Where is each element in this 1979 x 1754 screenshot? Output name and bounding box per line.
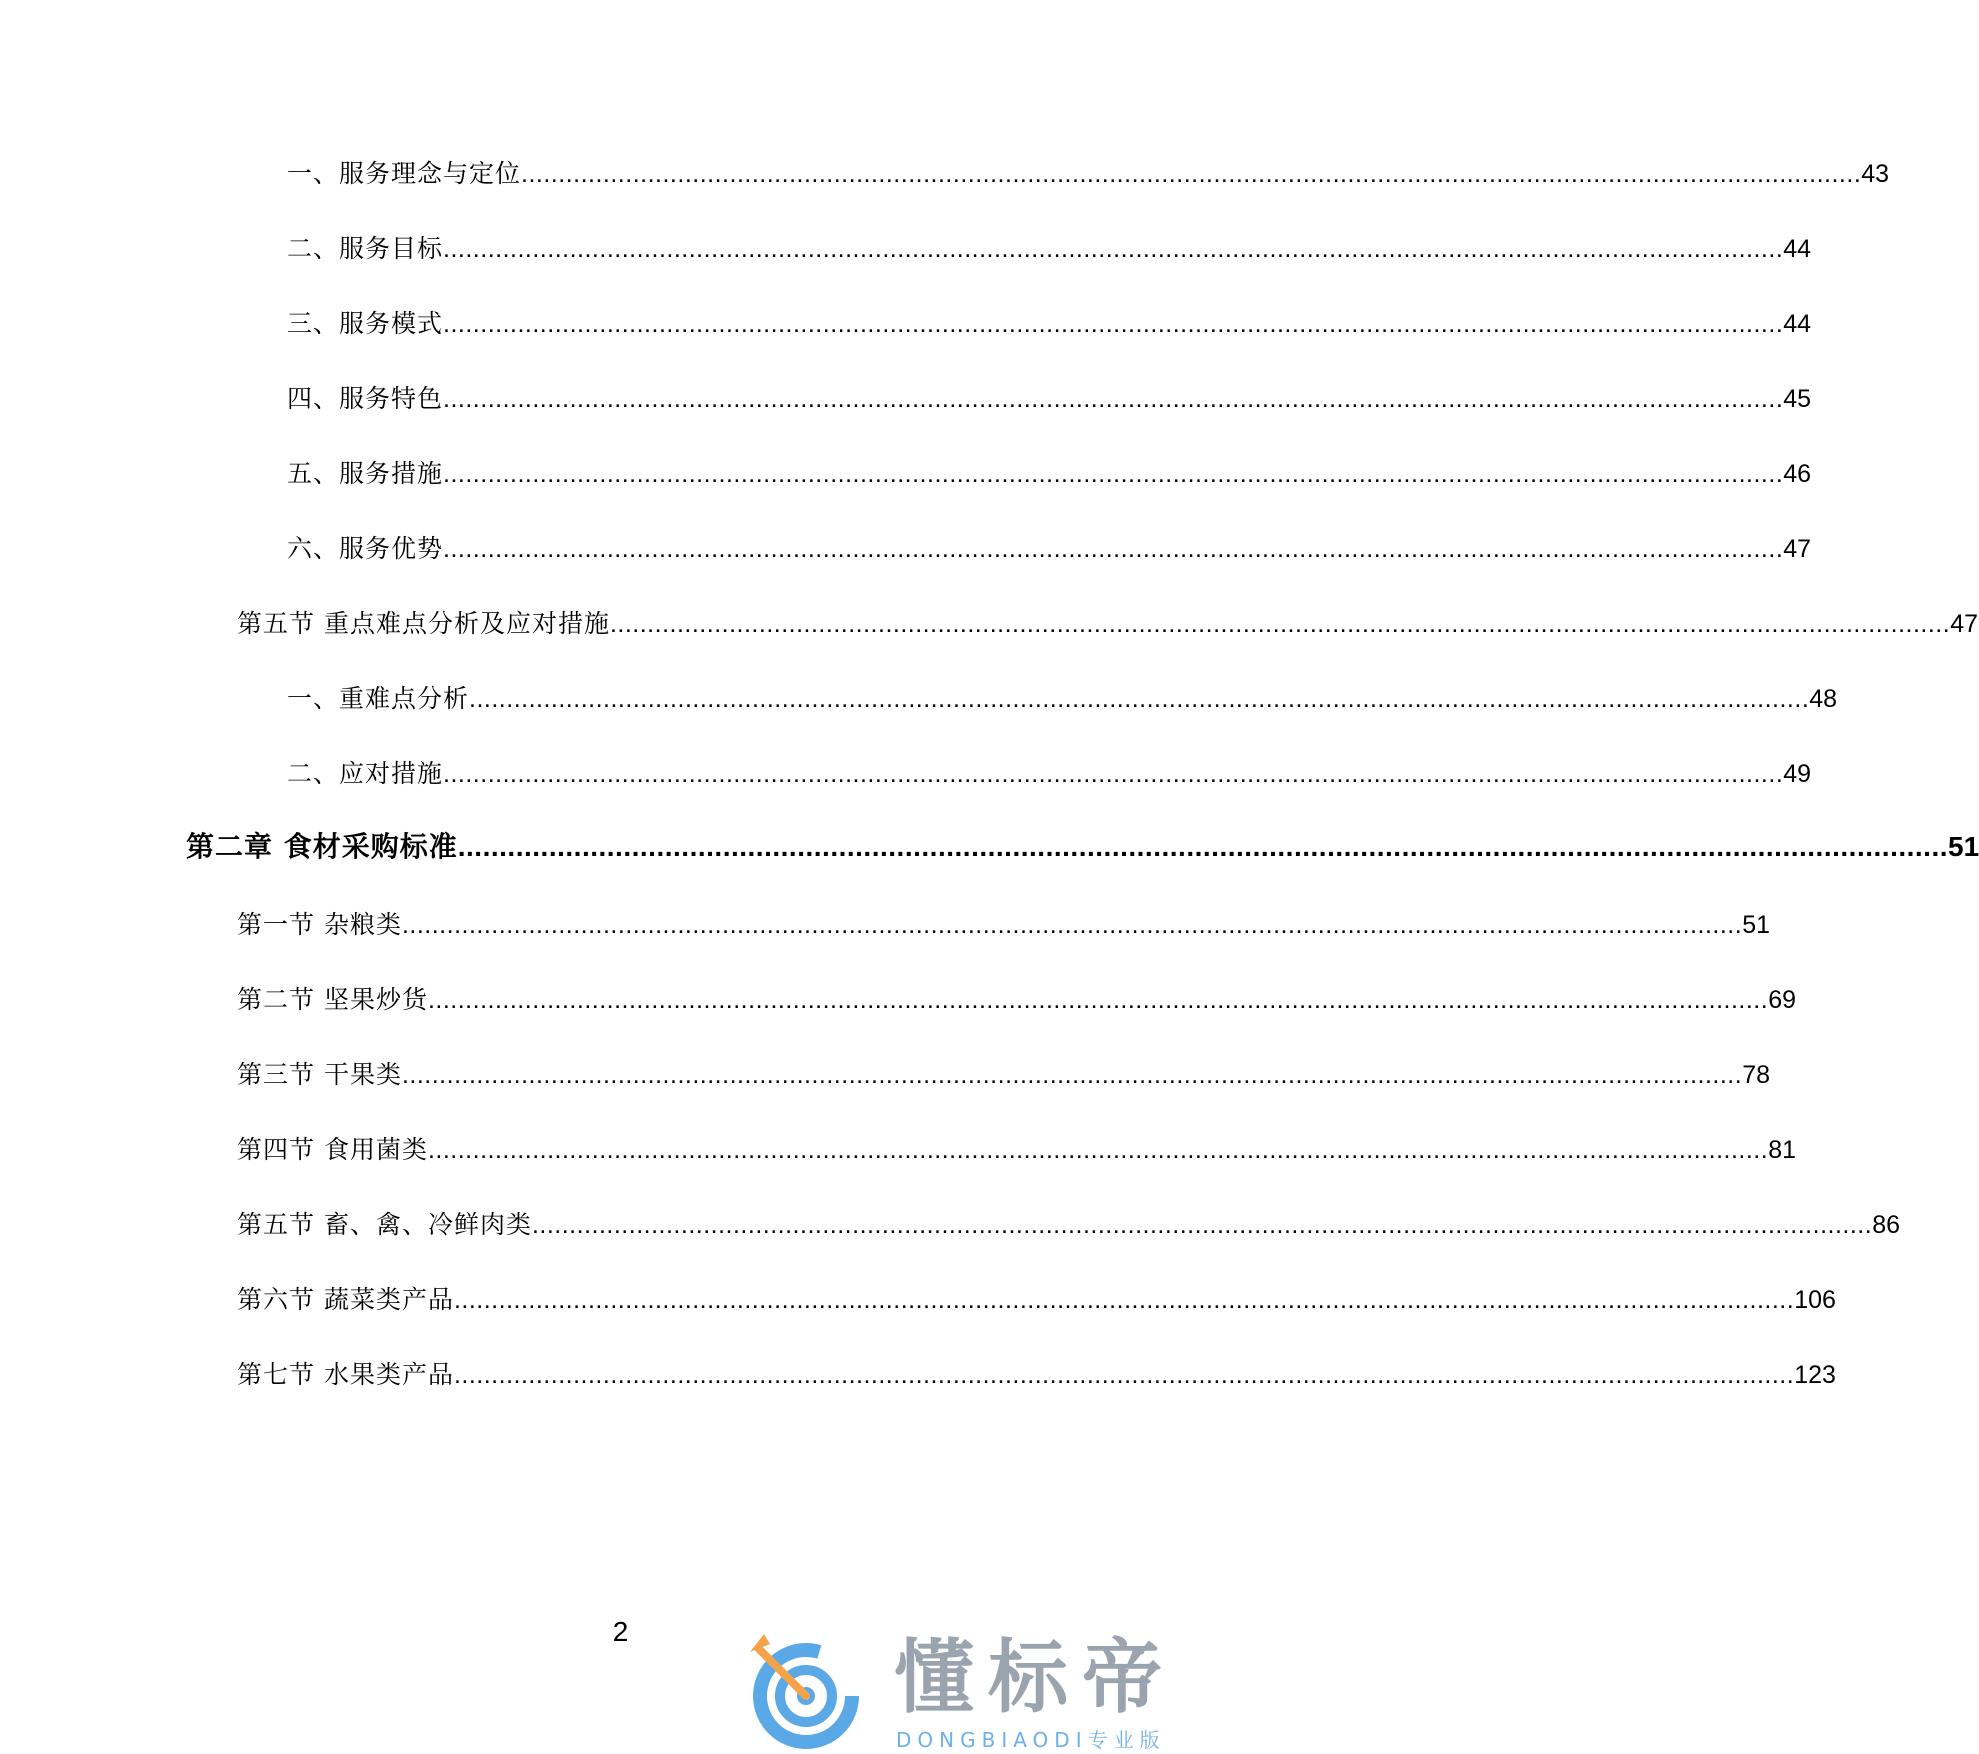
- toc-entry-page: 45: [1783, 385, 1812, 413]
- toc-entry-page: 81: [1768, 1136, 1797, 1164]
- toc-entry-page: 86: [1872, 1211, 1901, 1239]
- toc-dot-leader: ....................................................................................................................................................................................: [443, 385, 1784, 413]
- toc-entry-page: 78: [1742, 1061, 1771, 1089]
- toc-entry-title: 第五节 重点难点分析及应对措施: [237, 609, 610, 638]
- toc-entry[interactable]: [237, 984, 1797, 1016]
- toc-entry-title: 二、服务目标: [287, 234, 444, 263]
- toc-entry-page: 123: [1794, 1361, 1836, 1389]
- toc-dot-leader: ....................................................................................................................................................................................: [427, 986, 1769, 1014]
- toc-entry[interactable]: [237, 1359, 1836, 1391]
- toc-entry[interactable]: [237, 1284, 1836, 1316]
- toc-entry-title: 第七节 水果类产品: [237, 1360, 454, 1389]
- toc-entry-title: 四、服务特色: [287, 384, 444, 413]
- toc-entry-title: 第二节 坚果炒货: [237, 985, 428, 1014]
- toc-entry-page: 49: [1783, 760, 1812, 788]
- toc-dot-leader: ....................................................................................................................................................................................: [443, 235, 1784, 263]
- watermark: [744, 1630, 1224, 1750]
- toc-entry[interactable]: [237, 608, 1979, 640]
- toc-entry-page: 51: [1742, 911, 1771, 939]
- toc-entry-title: 第五节 畜、禽、冷鲜肉类: [237, 1210, 532, 1239]
- toc-dot-leader: ....................................................................................................................................................................................: [443, 310, 1784, 338]
- toc-dot-leader: ....................................................................................................................................................................................: [521, 160, 1862, 188]
- toc-entry[interactable]: [237, 909, 1771, 941]
- toc-entry[interactable]: [287, 533, 1812, 565]
- toc-entry-page: 44: [1783, 310, 1812, 338]
- toc-entry-page: 44: [1783, 235, 1812, 263]
- watermark-brand: 懂标帝: [894, 1631, 1176, 1724]
- toc-entry-title: 五、服务措施: [287, 459, 444, 488]
- toc-entry[interactable]: [287, 308, 1812, 340]
- toc-entry-title: 一、服务理念与定位: [287, 159, 522, 188]
- toc-entry-title: 三、服务模式: [287, 309, 444, 338]
- toc-entry-title: 第六节 蔬菜类产品: [237, 1285, 454, 1314]
- toc-dot-leader: ....................................................................................................................................................................................: [401, 911, 1743, 939]
- toc-entry[interactable]: [287, 383, 1812, 415]
- toc-entry[interactable]: [237, 1134, 1797, 1166]
- toc-dot-leader: ....................................................................................................................................................................................: [427, 1136, 1769, 1164]
- toc-entry-title: 六、服务优势: [287, 534, 444, 563]
- toc-chapter-entry[interactable]: [186, 830, 1979, 863]
- toc-entry[interactable]: [287, 158, 1890, 190]
- toc-entry-title: 第二章 食材采购标准: [186, 830, 458, 863]
- toc-dot-leader: ....................................................................................................................................................................................: [443, 760, 1784, 788]
- toc-entry[interactable]: [287, 233, 1812, 265]
- toc-entry-page: 106: [1794, 1286, 1836, 1314]
- toc-entry[interactable]: [287, 758, 1812, 790]
- toc-dot-leader: ....................................................................................................................................................................................: [457, 831, 1949, 862]
- toc-dot-leader: ....................................................................................................................................................................................: [469, 685, 1810, 713]
- toc-entry-title: 二、应对措施: [287, 759, 444, 788]
- toc-entry-page: 47: [1950, 610, 1979, 638]
- toc-entry-page: 47: [1783, 535, 1812, 563]
- toc-dot-leader: ....................................................................................................................................................................................: [453, 1286, 1795, 1314]
- toc-dot-leader: ....................................................................................................................................................................................: [453, 1361, 1795, 1389]
- toc-entry-title: 第四节 食用菌类: [237, 1135, 428, 1164]
- toc-entry-page: 69: [1768, 986, 1797, 1014]
- toc-entry[interactable]: [287, 458, 1812, 490]
- toc-entry-page: 48: [1809, 685, 1838, 713]
- toc-entry-title: 一、重难点分析: [287, 684, 470, 713]
- toc-entry-page: 46: [1783, 460, 1812, 488]
- toc-dot-leader: ....................................................................................................................................................................................: [443, 460, 1784, 488]
- toc-dot-leader: ....................................................................................................................................................................................: [443, 535, 1784, 563]
- toc-entry-title: 第三节 干果类: [237, 1060, 402, 1089]
- toc-entry-page: 51: [1948, 831, 1979, 862]
- target-logo-icon: [744, 1630, 874, 1750]
- toc-entry-page: 43: [1861, 160, 1890, 188]
- watermark-subtitle: DONGBIAODI专业版: [896, 1728, 1166, 1752]
- toc-entry[interactable]: [237, 1059, 1771, 1091]
- toc-entry[interactable]: [237, 1209, 1901, 1241]
- toc-entry-title: 第一节 杂粮类: [237, 910, 402, 939]
- page-number: 2: [612, 1616, 629, 1647]
- toc-dot-leader: ....................................................................................................................................................................................: [401, 1061, 1743, 1089]
- toc-dot-leader: ....................................................................................................................................................................................: [609, 610, 1951, 638]
- toc-dot-leader: ....................................................................................................................................................................................: [531, 1211, 1873, 1239]
- toc-entry[interactable]: [287, 683, 1838, 715]
